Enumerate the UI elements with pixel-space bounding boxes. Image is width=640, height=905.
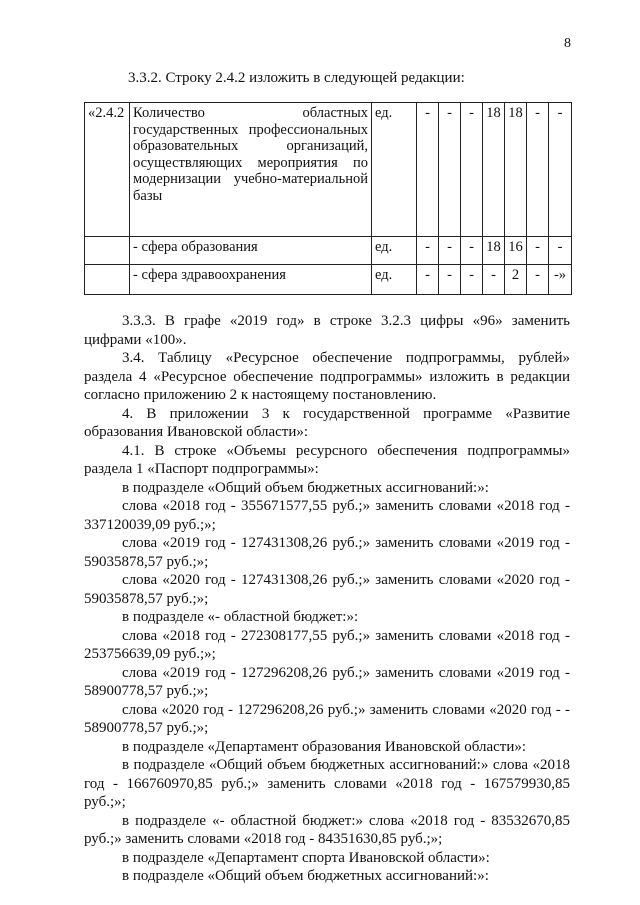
page-number: 8 bbox=[564, 36, 571, 51]
indicator-name: - сфера здравоохранения bbox=[130, 265, 372, 295]
paragraph: 3.4. Таблицу «Ресурсное обеспечение подпрограммы, рублей» раздела 4 «Ресурсное обеспечение подпрограммы» изложить в редакции согласно приложению 2 к настоящему постановлению. bbox=[84, 350, 570, 403]
intro-line: 3.3.2. Строку 2.4.2 изложить в следующей редакции: bbox=[128, 70, 465, 86]
table-row bbox=[85, 265, 572, 295]
value-cell: - bbox=[439, 103, 461, 237]
row-code bbox=[85, 265, 130, 295]
unit-cell: ед. bbox=[372, 237, 417, 265]
value-cell: 16 bbox=[505, 237, 527, 265]
amendment-table bbox=[84, 102, 572, 295]
unit-cell: ед. bbox=[372, 103, 417, 237]
value-cell: - bbox=[417, 237, 439, 265]
paragraph: в подразделе «Общий объем бюджетных ассигнований:»: bbox=[122, 479, 489, 496]
row-code: «2.4.2 bbox=[85, 103, 130, 237]
value-cell: 2 bbox=[505, 265, 527, 295]
paragraph: в подразделе «- областной бюджет:» слова «2018 год - 83532670,85 руб.;» заменить словами «2018 год - 84351630,85 руб.;»; bbox=[84, 812, 570, 847]
paragraph: в подразделе «Департамент спорта Ивановской области»: bbox=[122, 849, 490, 866]
row-code bbox=[85, 237, 130, 265]
table-row bbox=[85, 237, 572, 265]
value-cell: - bbox=[527, 265, 549, 295]
table-row bbox=[85, 103, 572, 237]
paragraph: в подразделе «Департамент образования Ивановской области»: bbox=[122, 738, 527, 755]
paragraph: слова «2020 год - 127296208,26 руб.;» заменить словами «2020 год - - 58900778,57 руб.;»; bbox=[84, 701, 570, 736]
value-cell: - bbox=[483, 265, 505, 295]
value-cell: -» bbox=[549, 265, 572, 295]
paragraph: в подразделе «- областной бюджет:»: bbox=[122, 609, 359, 625]
paragraph: слова «2020 год - 127431308,26 руб.;» заменить словами «2020 год - 59035878,57 руб.;»; bbox=[84, 572, 570, 607]
value-cell: - bbox=[527, 103, 549, 237]
value-cell: - bbox=[549, 103, 572, 237]
value-cell: 18 bbox=[483, 103, 505, 237]
value-cell: - bbox=[439, 237, 461, 265]
paragraph: 3.3.3. В графе «2019 год» в строке 3.2.3 цифры «96» заменить цифрами «100». bbox=[84, 313, 570, 348]
paragraph: слова «2018 год - 355671577,55 руб.;» заменить словами «2018 год - 337120039,09 руб.;»; bbox=[84, 498, 570, 533]
value-cell: - bbox=[461, 103, 483, 237]
value-cell: - bbox=[417, 103, 439, 237]
paragraph: в подразделе «Общий объем бюджетных ассигнований:»: bbox=[122, 868, 489, 884]
paragraph: в подразделе «Общий объем бюджетных ассигнований:» слова «2018 год - 166760970,85 руб.;» заменить словами «2018 год - 167579930,85 руб.;»; bbox=[84, 757, 570, 810]
indicator-name: Количество областных государственных профессиональных образовательных организаций, осуществляющих мероприятия по модернизации учебно-материальной базы bbox=[130, 103, 372, 237]
amendment-text bbox=[84, 312, 570, 886]
value-cell: - bbox=[527, 237, 549, 265]
unit-cell: ед. bbox=[372, 265, 417, 295]
paragraph: слова «2019 год - 127296208,26 руб.;» заменить словами «2019 год - 58900778,57 руб.;»; bbox=[84, 664, 570, 699]
value-cell: - bbox=[549, 237, 572, 265]
paragraph: 4.1. В строке «Объемы ресурсного обеспечения подпрограммы» раздела 1 «Паспорт подпрограммы»: bbox=[84, 442, 570, 477]
paragraph: слова «2019 год - 127431308,26 руб.;» заменить словами «2019 год - 59035878,57 руб.;»; bbox=[84, 535, 570, 570]
value-cell: 18 bbox=[483, 237, 505, 265]
value-cell: - bbox=[461, 237, 483, 265]
indicator-name: - сфера образования bbox=[130, 237, 372, 265]
value-cell: - bbox=[417, 265, 439, 295]
value-cell: - bbox=[461, 265, 483, 295]
value-cell: 18 bbox=[505, 103, 527, 237]
value-cell: - bbox=[439, 265, 461, 295]
paragraph: 4. В приложении 3 к государственной программе «Развитие образования Ивановской области»: bbox=[84, 405, 570, 440]
paragraph: слова «2018 год - 272308177,55 руб.;» заменить словами «2018 год - 253756639,09 руб.;»; bbox=[84, 627, 570, 662]
